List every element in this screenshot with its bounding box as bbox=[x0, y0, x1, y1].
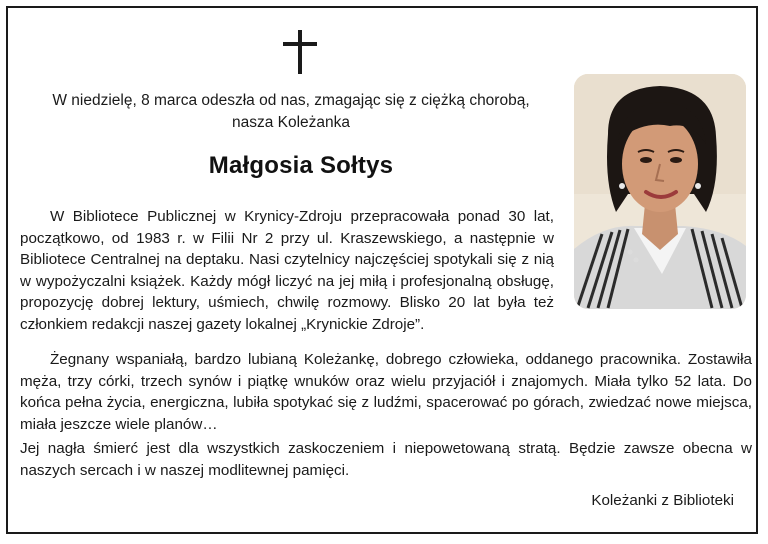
intro-line-1: W niedzielę, 8 marca odeszła od nas, zmagając się z ciężką chorobą, bbox=[52, 92, 530, 109]
latin-cross-icon bbox=[283, 30, 317, 74]
paragraph-memory: Jej nagła śmierć jest dla wszystkich zaskoczeniem i niepowetowaną stratą. Będzie zawsze obecna w naszych sercach i w naszej modlitewnej pamięci. bbox=[20, 440, 752, 479]
signature: Koleżanki z Biblioteki bbox=[591, 492, 734, 509]
portrait-photo bbox=[574, 74, 746, 309]
deceased-name: Małgosia Sołtys bbox=[208, 152, 394, 179]
intro-line-2: nasza Koleżanka bbox=[231, 114, 351, 131]
intro-text bbox=[20, 90, 562, 134]
paragraph-farewell: Żegnany wspaniałą, bardzo lubianą Koleżankę, dobrego człowieka, oddanego pracownika. Zostawiła męża, trzy córki, trzech synów i piątkę wnuków oraz wielu przyjaciół i znajomych. Miała tylko 52 lata. Do końca pełna życia, energiczna, lubiła spotykać się z ludźmi, spacerować po górach, zwiedzać nowe miejsca, miała jeszcze wiele planów… bbox=[20, 351, 752, 433]
paragraph-career: W Bibliotece Publicznej w Krynicy-Zdroju przepracowała ponad 30 lat, początkowo, od 1983 r. w Filii Nr 2 przy ul. Kraszewskiego, a następnie w Bibliotece Centralnej na deptaku. Nasi czytelnicy najczęściej spotykali się z nią w wypożyczalni książek. Każdy mógł liczyć na jej miłą i profesjonalną obsługę, propozycję dobrej lektury, uśmiech, chwilę rozmowy. Blisko 20 lat była też członkiem redakcji naszej gazety lokalnej „Krynickie Zdroje”. bbox=[20, 208, 554, 333]
